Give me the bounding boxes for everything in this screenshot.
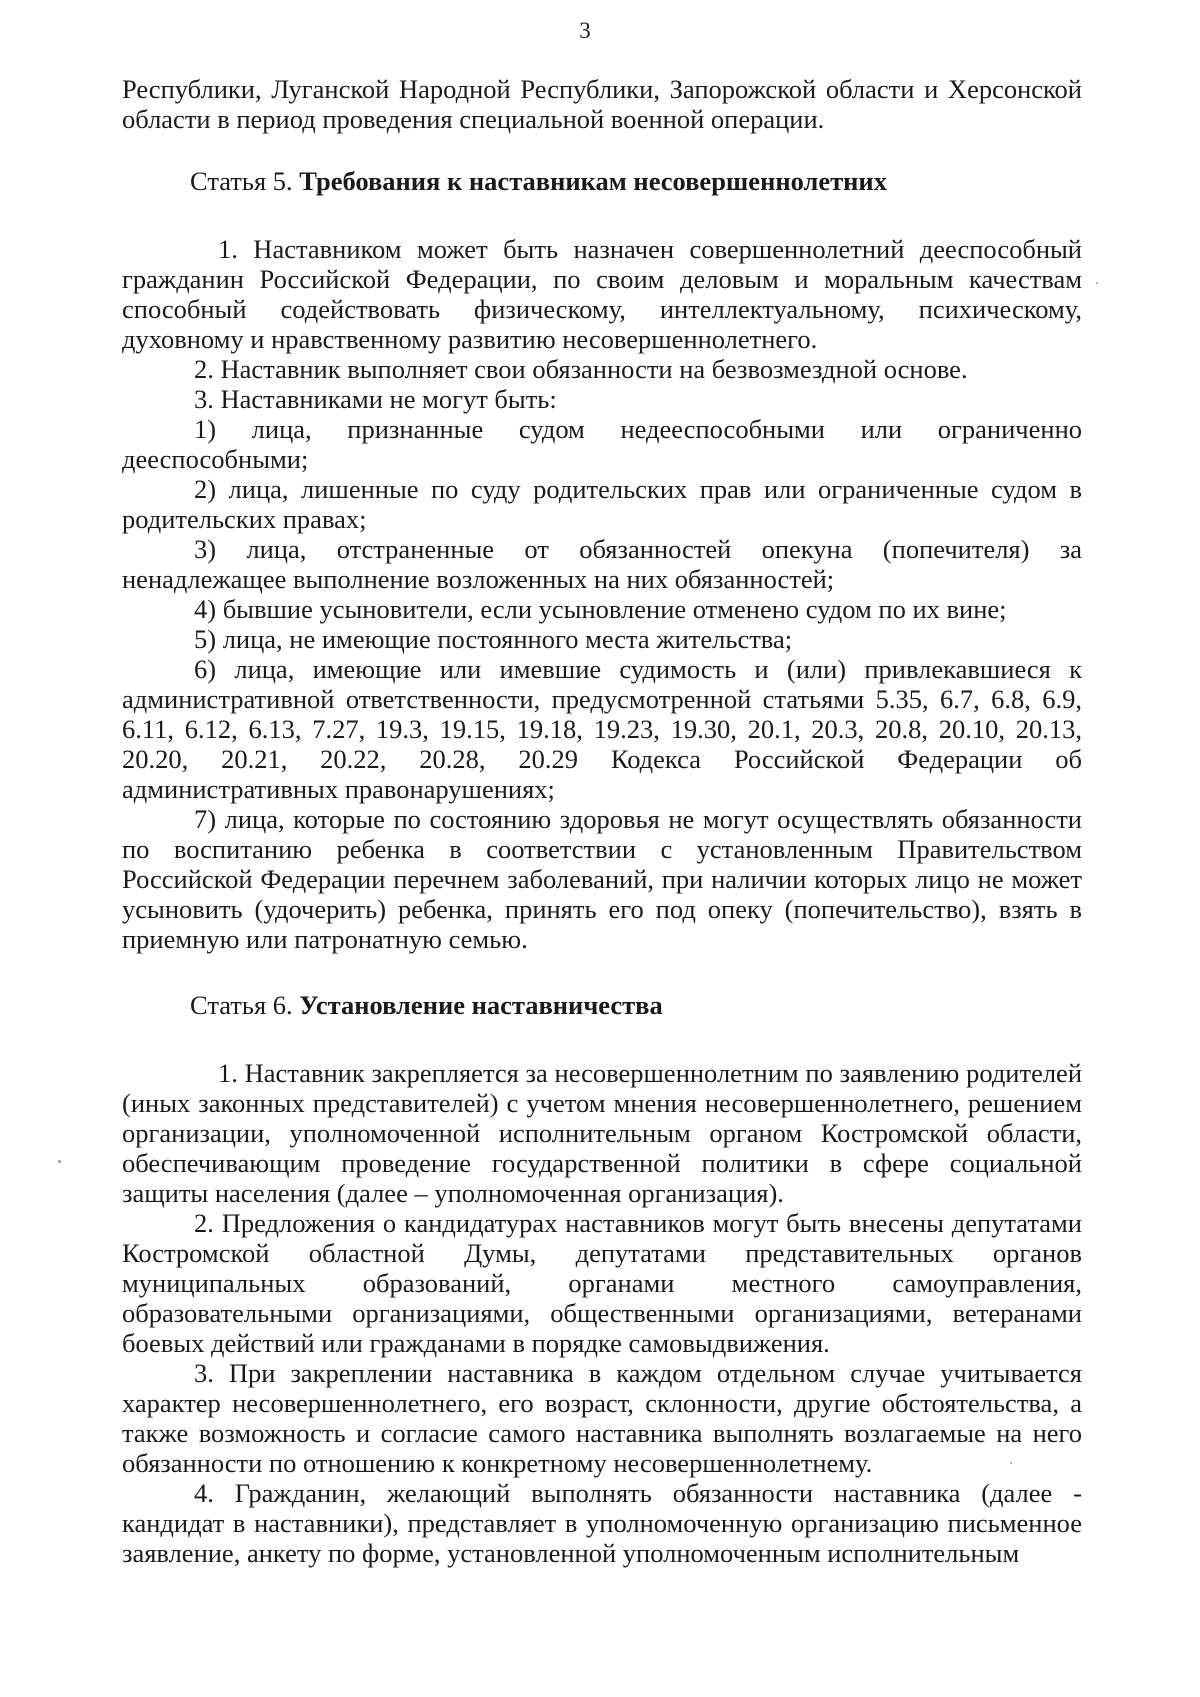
scan-speck xyxy=(1010,1462,1012,1464)
article-5-title: Требования к наставникам несовершеннолетних xyxy=(299,166,887,196)
article-5-list-item: 5) лица, не имеющие постоянного места жительства; xyxy=(194,624,793,654)
article-5-list-item: 1) лица, признанные судом недееспособными или ограниченно дееспособными; xyxy=(122,414,1082,474)
article-5-paragraph: 3. Наставниками не могут быть: xyxy=(194,384,557,414)
article-5-prefix: Статья 5. xyxy=(190,166,293,196)
document-body xyxy=(122,74,1082,1568)
article-6-prefix: Статья 6. xyxy=(190,990,293,1020)
article-6-paragraph: 3. При закреплении наставника в каждом отдельном случае учитывается характер несовершеннолетнего, его возраст, склонности, другие обстоятельства, а также возможность и согласие самого наставника выполнять возлагаемые на него обязанности по отношению к конкретному несовершеннолетнему. xyxy=(122,1358,1082,1478)
article-5-list-item: 6) лица, имеющие или имевшие судимость и (или) привлекавшиеся к административной ответственности, предусмотренной статьями 5.35, 6.7, 6.8, 6.9, 6.11, 6.12, 6.13, 7.27, 19.3, 19.15, 19.18, 19.23, 19.30, 20.1, 20.3, 20.8, 20.10, 20.13, 20.20, 20.21, 20.22, 20.28, 20.29 Кодекса Российской Федерации об административных правонарушениях; xyxy=(122,654,1082,804)
article-6-heading xyxy=(122,990,1082,1020)
article-5-list-item: 3) лица, отстраненные от обязанностей опекуна (попечителя) за ненадлежащее выполнение возложенных на них обязанностей; xyxy=(122,534,1082,594)
intro-paragraph: Республики, Луганской Народной Республики, Запорожской области и Херсонской области в период проведения специальной военной операции. xyxy=(122,74,1082,134)
article-6-title: Установление наставничества xyxy=(299,990,663,1020)
article-6-paragraph: 1. Наставник закрепляется за несовершеннолетним по заявлению родителей (иных законных представителей) с учетом мнения несовершеннолетнего, решением организации, уполномоченной исполнительным органом Костромской области, обеспечивающим проведение государственной политики в сфере социальной защиты населения (далее – уполномоченная организация). xyxy=(122,1058,1082,1208)
scan-speck xyxy=(1096,282,1098,284)
page-number: 3 xyxy=(579,18,591,43)
scan-speck xyxy=(58,1160,61,1163)
article-5-list-item: 2) лица, лишенные по суду родительских прав или ограниченные судом в родительских правах; xyxy=(122,474,1082,534)
article-6-paragraph: 4. Гражданин, желающий выполнять обязанности наставника (далее - кандидат в наставники), представляет в уполномоченную организацию письменное заявление, анкету по форме, установленной уполномоченным исполнительным xyxy=(122,1478,1082,1568)
article-5-paragraph: 2. Наставник выполняет свои обязанности на безвозмездной основе. xyxy=(194,354,968,384)
article-5-heading xyxy=(122,166,1082,196)
article-5-list-item: 4) бывшие усыновители, если усыновление отменено судом по их вине; xyxy=(194,594,1007,624)
article-6-paragraph: 2. Предложения о кандидатурах наставников могут быть внесены депутатами Костромской областной Думы, депутатами представительных органов муниципальных образований, органами местного самоуправления, образовательными организациями, общественными организациями, ветеранами боевых действий или гражданами в порядке самовыдвижения. xyxy=(122,1208,1082,1358)
article-5-list-item: 7) лица, которые по состоянию здоровья не могут осуществлять обязанности по воспитанию ребенка в соответствии с установленным Правительством Российской Федерации перечнем заболеваний, при наличии которых лицо не может усыновить (удочерить) ребенка, принять его под опеку (попечительство), взять в приемную или патронатную семью. xyxy=(122,804,1082,954)
article-5-paragraph: 1. Наставником может быть назначен совершеннолетний дееспособный гражданин Российской Федерации, по своим деловым и моральным качествам способный содействовать физическому, интеллектуальному, психическому, духовному и нравственному развитию несовершеннолетнего. xyxy=(122,234,1082,354)
